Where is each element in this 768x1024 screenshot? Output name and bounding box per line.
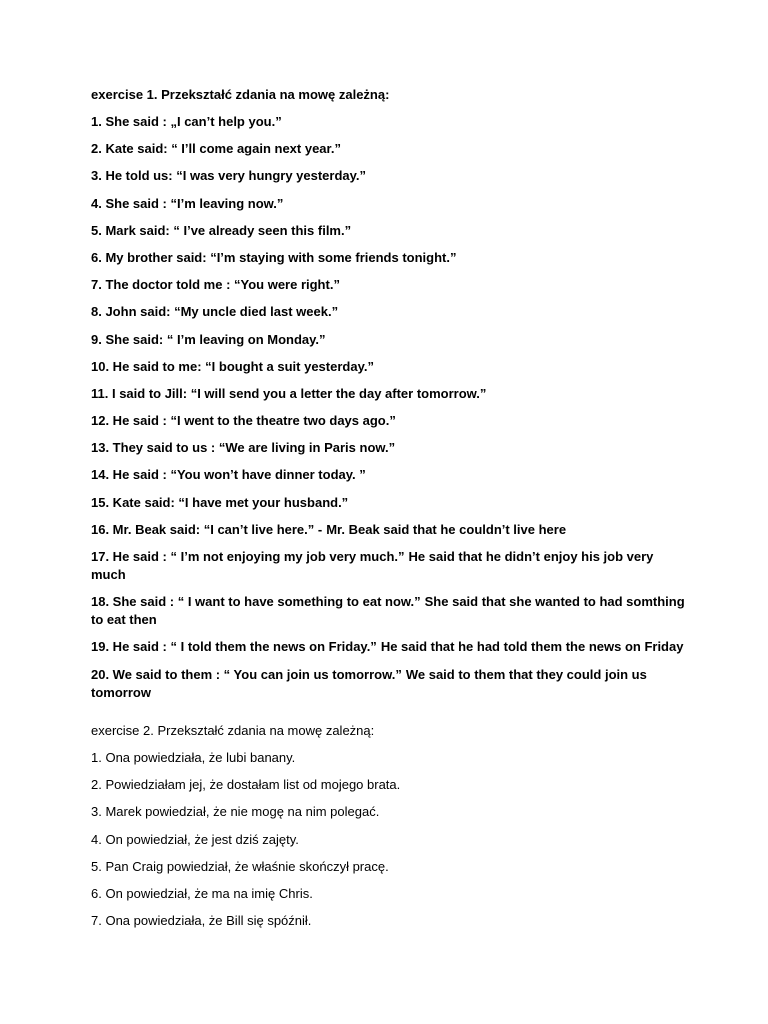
sentence-text: 11. I said to Jill: “I will send you a letter the day after tomorrow.” [91, 385, 487, 401]
list-item [91, 385, 691, 403]
answer-text: We said to them that they could join us tomorrow [91, 666, 647, 700]
list-item [91, 276, 691, 294]
sentence-text: 19. He said : “ I told them the news on Friday.” [91, 639, 377, 655]
sentence-text: 7. The doctor told me : “You were right.” [91, 277, 340, 293]
exercise-1-heading: exercise 1. Przekształć zdania na mowę zależną: [91, 87, 390, 102]
list-item [91, 358, 691, 376]
list-item [91, 331, 691, 349]
answer-text: He said that he didn’t enjoy his job very much [91, 549, 654, 582]
list-item [91, 195, 691, 213]
list-item [91, 412, 691, 430]
list-item: 1. Ona powiedziała, że lubi banany. [91, 750, 296, 765]
exercise-1-list [91, 113, 691, 702]
sentence-text: 13. They said to us : “We are living in Paris now.” [91, 440, 396, 456]
exercise-2-heading: exercise 2. Przekształć zdania na mowę zależną: [91, 723, 375, 738]
list-item: 7. Ona powiedziała, że Bill się spóźnił. [91, 913, 312, 929]
sentence-text: 2. Kate said: “ I’ll come again next year.” [91, 141, 341, 157]
list-item [91, 249, 691, 267]
sentence-text: 14. He said : “You won’t have dinner today. ” [91, 467, 366, 483]
list-item: 2. Powiedziałam jej, że dostałam list od mojego brata. [91, 777, 401, 793]
list-item: 3. Marek powiedział, że nie mogę na nim polegać. [91, 804, 380, 820]
sentence-text: 18. She said : “ I want to have something to eat now.” [91, 594, 421, 610]
list-item [91, 113, 691, 131]
answer-text: She said that she wanted to had somthing to eat then [91, 594, 685, 628]
list-item [91, 439, 691, 457]
exercise-2-section [91, 722, 691, 939]
sentence-text: 9. She said: “ I’m leaving on Monday.” [91, 331, 326, 347]
list-item [91, 638, 691, 656]
list-item: 4. On powiedział, że jest dziś zajęty. [91, 831, 299, 847]
list-item [91, 521, 691, 539]
list-item [91, 494, 691, 512]
list-item [91, 666, 691, 702]
sentence-text: 8. John said: “My uncle died last week.” [91, 304, 339, 320]
list-item [91, 303, 691, 321]
sentence-text: 15. Kate said: “I have met your husband.” [91, 494, 349, 510]
sentence-text: 10. He said to me: “I bought a suit yesterday.” [91, 358, 374, 374]
list-item: 5. Pan Craig powiedział, że właśnie skończył pracę. [91, 858, 389, 874]
sentence-text: 17. He said : “ I’m not enjoying my job very much.” [91, 549, 405, 564]
list-item [91, 466, 691, 484]
answer-text: Mr. Beak said that he couldn’t live here [326, 521, 567, 537]
sentence-text: 6. My brother said: “I’m staying with some friends tonight.” [91, 249, 457, 265]
list-item [91, 593, 691, 629]
exercise-2-list [91, 749, 691, 930]
sentence-text: 4. She said : “I’m leaving now.” [91, 195, 284, 211]
list-item [91, 140, 691, 158]
list-item: 6. On powiedział, że ma na imię Chris. [91, 885, 313, 901]
list-item [91, 548, 691, 584]
sentence-text: 20. We said to them : “ You can join us tomorrow.” [91, 666, 402, 682]
sentence-text: 12. He said : “I went to the theatre two days ago.” [91, 413, 396, 429]
exercise-1-section [91, 86, 691, 711]
sentence-text: 5. Mark said: “ I’ve already seen this film.” [91, 222, 352, 238]
sentence-text: 1. She said : „I can’t help you.” [91, 114, 282, 129]
list-item [91, 222, 691, 240]
sentence-text: 3. He told us: “I was very hungry yesterday.” [91, 168, 367, 184]
answer-text: He said that he had told them the news on Friday [380, 639, 684, 655]
sentence-text: 16. Mr. Beak said: “I can’t live here.” - [91, 521, 323, 537]
list-item [91, 167, 691, 185]
